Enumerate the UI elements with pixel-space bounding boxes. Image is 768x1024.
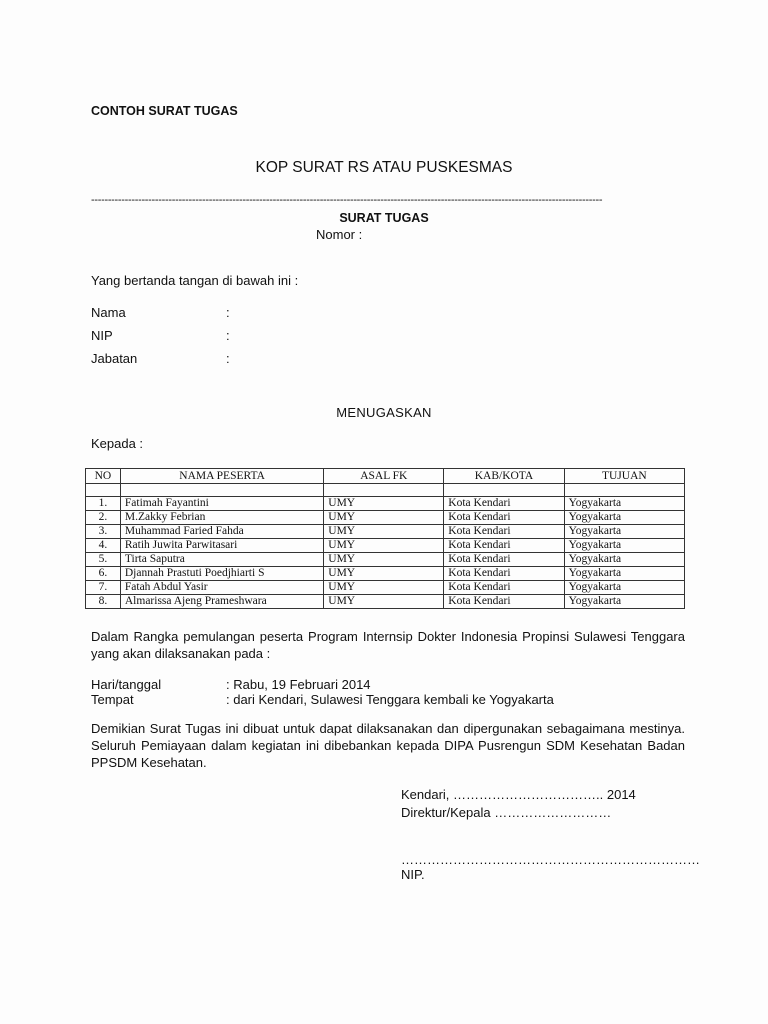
cell-tujuan: Yogyakarta [564,553,684,567]
director-line: Direktur/Kepala ……………………… [401,805,612,820]
letter-number: Nomor : [316,227,363,242]
spacer-cell [86,484,121,497]
cell-kab: Kota Kendari [444,581,564,595]
cell-asal: UMY [324,539,444,553]
signature-line: …………………………………………………………… [401,852,700,867]
cell-no: 7. [86,581,121,595]
cell-asal: UMY [324,595,444,609]
cell-no: 6. [86,567,121,581]
cell-kab: Kota Kendari [444,497,564,511]
table-row [86,567,685,581]
cell-kab: Kota Kendari [444,525,564,539]
spacer-cell [444,484,564,497]
cell-nama: Muhammad Faried Fahda [120,525,323,539]
cell-tujuan: Yogyakarta [564,525,684,539]
table-header-row [86,469,685,484]
cell-tujuan: Yogyakarta [564,581,684,595]
table-spacer-row [86,484,685,497]
date-label: Hari/tanggal [91,677,162,692]
cell-asal: UMY [324,525,444,539]
signer-nip-label: NIP [91,328,113,343]
cell-no: 5. [86,553,121,567]
cell-asal: UMY [324,581,444,595]
spacer-cell [120,484,323,497]
cell-nama: Fatimah Fayantini [120,497,323,511]
paragraph-closing: Demikian Surat Tugas ini dibuat untuk dapat dilaksanakan dan dipergunakan sebagaimana mestinya. Seluruh Pemiayaan dalam kegiatan ini dibebankan kepada DIPA Pusrengun SDM Kesehatan Badan PPSDM Kesehatan. [91,721,685,770]
intro-text: Yang bertanda tangan di bawah ini : [91,273,299,288]
header-kab: KAB/KOTA [444,469,564,484]
header-no: NO [86,469,121,484]
cell-no: 3. [86,525,121,539]
table-row [86,497,685,511]
cell-tujuan: Yogyakarta [564,567,684,581]
cell-kab: Kota Kendari [444,595,564,609]
cell-tujuan: Yogyakarta [564,539,684,553]
table-row [86,539,685,553]
table-row [86,553,685,567]
cell-nama: Fatah Abdul Yasir [120,581,323,595]
cell-tujuan: Yogyakarta [564,595,684,609]
place-value: : dari Kendari, Sulawesi Tenggara kembali ke Yogyakarta [226,692,554,707]
separator-line: -------------------------------------------------------------------------------------------------------------------------------------------------------- [91,194,603,206]
table-row [86,595,685,609]
cell-no: 2. [86,511,121,525]
cell-no: 4. [86,539,121,553]
signer-nip-footer: NIP. [401,867,425,882]
letterhead-title: KOP SURAT RS ATAU PUSKESMAS [255,159,513,176]
signer-name-colon: : [226,305,230,320]
date-value: : Rabu, 19 Februari 2014 [226,677,371,692]
cell-asal: UMY [324,567,444,581]
cell-nama: M.Zakky Febrian [120,511,323,525]
cell-nama: Djannah Prastuti Poedjhiarti S [120,567,323,581]
cell-no: 8. [86,595,121,609]
table-row [86,525,685,539]
cell-kab: Kota Kendari [444,567,564,581]
cell-tujuan: Yogyakarta [564,511,684,525]
cell-asal: UMY [324,553,444,567]
table-row [86,581,685,595]
signer-jabatan-label: Jabatan [91,351,138,366]
place-label: Tempat [91,692,134,707]
table-row [86,511,685,525]
cell-nama: Almarissa Ajeng Prameshwara [120,595,323,609]
signer-name-label: Nama [91,305,126,320]
assignment-heading: MENUGASKAN [336,405,432,420]
participants-table [85,468,685,609]
signer-jabatan-colon: : [226,351,230,366]
spacer-cell [564,484,684,497]
header-nama: NAMA PESERTA [120,469,323,484]
cell-nama: Ratih Juwita Parwitasari [120,539,323,553]
cell-nama: Tirta Saputra [120,553,323,567]
cell-no: 1. [86,497,121,511]
kepada-label: Kepada : [91,436,144,451]
place-date-line: Kendari, …………………………….. 2014 [401,787,636,802]
cell-kab: Kota Kendari [444,553,564,567]
header-asal: ASAL FK [324,469,444,484]
cell-asal: UMY [324,497,444,511]
letter-title: SURAT TUGAS [339,211,429,225]
paragraph-purpose: Dalam Rangka pemulangan peserta Program Internsip Dokter Indonesia Propinsi Sulawesi Tenggara yang akan dilaksanakan pada : [91,629,685,661]
header-tujuan: TUJUAN [564,469,684,484]
spacer-cell [324,484,444,497]
cell-kab: Kota Kendari [444,539,564,553]
cell-tujuan: Yogyakarta [564,497,684,511]
cell-asal: UMY [324,511,444,525]
document-heading: CONTOH SURAT TUGAS [91,104,238,118]
signer-nip-colon: : [226,328,230,343]
cell-kab: Kota Kendari [444,511,564,525]
